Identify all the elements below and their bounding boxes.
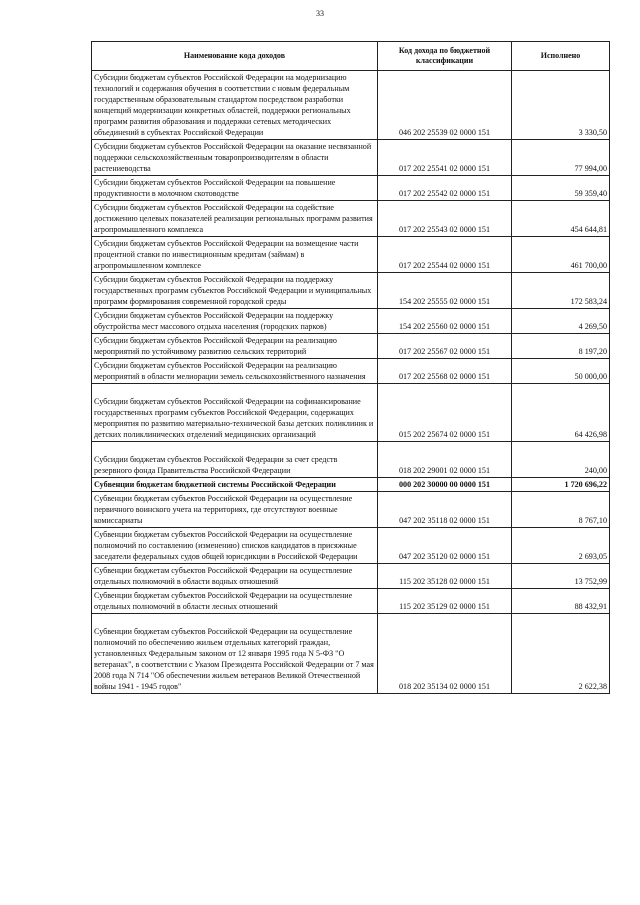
row-name: Субсидии бюджетам субъектов Российской Федерации на поддержку государственных программ субъектов Российской Федерации и муниципальных программ формирования современной городской среды (92, 273, 378, 309)
row-code: 017 202 25568 02 0000 151 (378, 359, 512, 384)
row-name: Субсидии бюджетам субъектов Российской Федерации на оказание несвязанной поддержки сельскохозяйственным товаропроизводителям в области растениеводства (92, 140, 378, 176)
row-code: 115 202 35129 02 0000 151 (378, 589, 512, 614)
row-code: 047 202 35118 02 0000 151 (378, 492, 512, 528)
table-row (92, 614, 610, 694)
row-code: 000 202 30000 00 0000 151 (378, 478, 512, 492)
row-name: Субсидии бюджетам субъектов Российской Федерации на модернизацию технологий и содержания обучения в соответствии с новым федеральным государственным образовательным стандартом посредством разработки концепций модернизации конкретных областей, поддержки региональных программ развития образования и поддержки сетевых методических объединений в субъектах Российской Федерации (92, 71, 378, 140)
row-name: Субвенции бюджетам субъектов Российской Федерации на осуществление первичного воинского учета на территориях, где отсутствуют военные комиссариаты (92, 492, 378, 528)
row-name: Субсидии бюджетам субъектов Российской Федерации на повышение продуктивности в молочном скотоводстве (92, 176, 378, 201)
row-code: 018 202 29001 02 0000 151 (378, 442, 512, 478)
table-row (92, 71, 610, 140)
row-code: 047 202 35120 02 0000 151 (378, 528, 512, 564)
row-amount: 64 426,98 (512, 384, 610, 442)
row-code: 046 202 25539 02 0000 151 (378, 71, 512, 140)
header-code: Код дохода по бюджетной классификации (378, 42, 512, 71)
header-name: Наименование кода доходов (92, 42, 378, 71)
table-row (92, 237, 610, 273)
row-name: Субсидии бюджетам субъектов Российской Федерации на поддержку обустройства мест массового отдыха населения (городских парков) (92, 309, 378, 334)
table-row (92, 442, 610, 478)
row-code: 017 202 25544 02 0000 151 (378, 237, 512, 273)
row-name: Субсидии бюджетам субъектов Российской Федерации на реализацию мероприятий в области мелиорации земель сельскохозяйственного назначения (92, 359, 378, 384)
table-row (92, 492, 610, 528)
table-row (92, 589, 610, 614)
table-row (92, 528, 610, 564)
page-number: 33 (316, 9, 324, 18)
row-code: 154 202 25560 02 0000 151 (378, 309, 512, 334)
row-amount: 454 644,81 (512, 201, 610, 237)
row-amount: 50 000,00 (512, 359, 610, 384)
table-row (92, 273, 610, 309)
row-code: 115 202 35128 02 0000 151 (378, 564, 512, 589)
row-amount: 1 720 696,22 (512, 478, 610, 492)
header-amount: Исполнено (512, 42, 610, 71)
row-name: Субсидии бюджетам субъектов Российской Федерации на возмещение части процентной ставки по инвестиционным кредитам (займам) в агропромышленном комплексе (92, 237, 378, 273)
row-amount: 88 432,91 (512, 589, 610, 614)
table-row (92, 478, 610, 492)
row-name: Субвенции бюджетам бюджетной системы Российской Федерации (92, 478, 378, 492)
table-row (92, 384, 610, 442)
row-code: 154 202 25555 02 0000 151 (378, 273, 512, 309)
row-amount: 8 767,10 (512, 492, 610, 528)
row-name: Субсидии бюджетам субъектов Российской Федерации на реализацию мероприятий по устойчивому развитию сельских территорий (92, 334, 378, 359)
row-name: Субсидии бюджетам субъектов Российской Федерации за счет средств резервного фонда Правительства Российской Федерации (92, 442, 378, 478)
row-amount: 2 693,05 (512, 528, 610, 564)
table-row (92, 309, 610, 334)
row-amount: 59 359,40 (512, 176, 610, 201)
row-amount: 3 330,50 (512, 71, 610, 140)
row-amount: 240,00 (512, 442, 610, 478)
row-amount: 172 583,24 (512, 273, 610, 309)
revenue-table (91, 41, 610, 694)
row-name: Субвенции бюджетам субъектов Российской Федерации на осуществление полномочий по обеспечению жильем отдельных категорий граждан, установленных Федеральным законом от 12 января 1995 года N 5-ФЗ "О ветеранах", в соответствии с Указом Президента Российской Федерации от 7 мая 2008 года N 714 "Об обеспечении жильем ветеранов Великой Отечественной войны 1941 - 1945 годов" (92, 614, 378, 694)
row-name: Субсидии бюджетам субъектов Российской Федерации на содействие достижению целевых показателей реализации региональных программ развития агропромышленного комплекса (92, 201, 378, 237)
row-amount: 13 752,99 (512, 564, 610, 589)
row-code: 017 202 25543 02 0000 151 (378, 201, 512, 237)
row-code: 015 202 25674 02 0000 151 (378, 384, 512, 442)
row-amount: 461 700,00 (512, 237, 610, 273)
row-code: 018 202 35134 02 0000 151 (378, 614, 512, 694)
table-header-row (92, 42, 610, 71)
table-row (92, 359, 610, 384)
row-amount: 8 197,20 (512, 334, 610, 359)
row-name: Субвенции бюджетам субъектов Российской Федерации на осуществление полномочий по составлению (изменению) списков кандидатов в присяжные заседатели федеральных судов общей юрисдикции в Российской Федерации (92, 528, 378, 564)
row-code: 017 202 25542 02 0000 151 (378, 176, 512, 201)
row-amount: 2 622,38 (512, 614, 610, 694)
table-row (92, 564, 610, 589)
table-row (92, 140, 610, 176)
row-name: Субсидии бюджетам субъектов Российской Федерации на софинансирование государственных программ субъектов Российской Федерации, содержащих мероприятия по развитию материально-технической базы детских поликлиник и детских поликлинических отделений медицинских организаций (92, 384, 378, 442)
table-row (92, 334, 610, 359)
row-name: Субвенции бюджетам субъектов Российской Федерации на осуществление отдельных полномочий в области лесных отношений (92, 589, 378, 614)
row-code: 017 202 25541 02 0000 151 (378, 140, 512, 176)
table-row (92, 176, 610, 201)
row-name: Субвенции бюджетам субъектов Российской Федерации на осуществление отдельных полномочий в области водных отношений (92, 564, 378, 589)
row-amount: 4 269,50 (512, 309, 610, 334)
row-amount: 77 994,00 (512, 140, 610, 176)
table-row (92, 201, 610, 237)
row-code: 017 202 25567 02 0000 151 (378, 334, 512, 359)
